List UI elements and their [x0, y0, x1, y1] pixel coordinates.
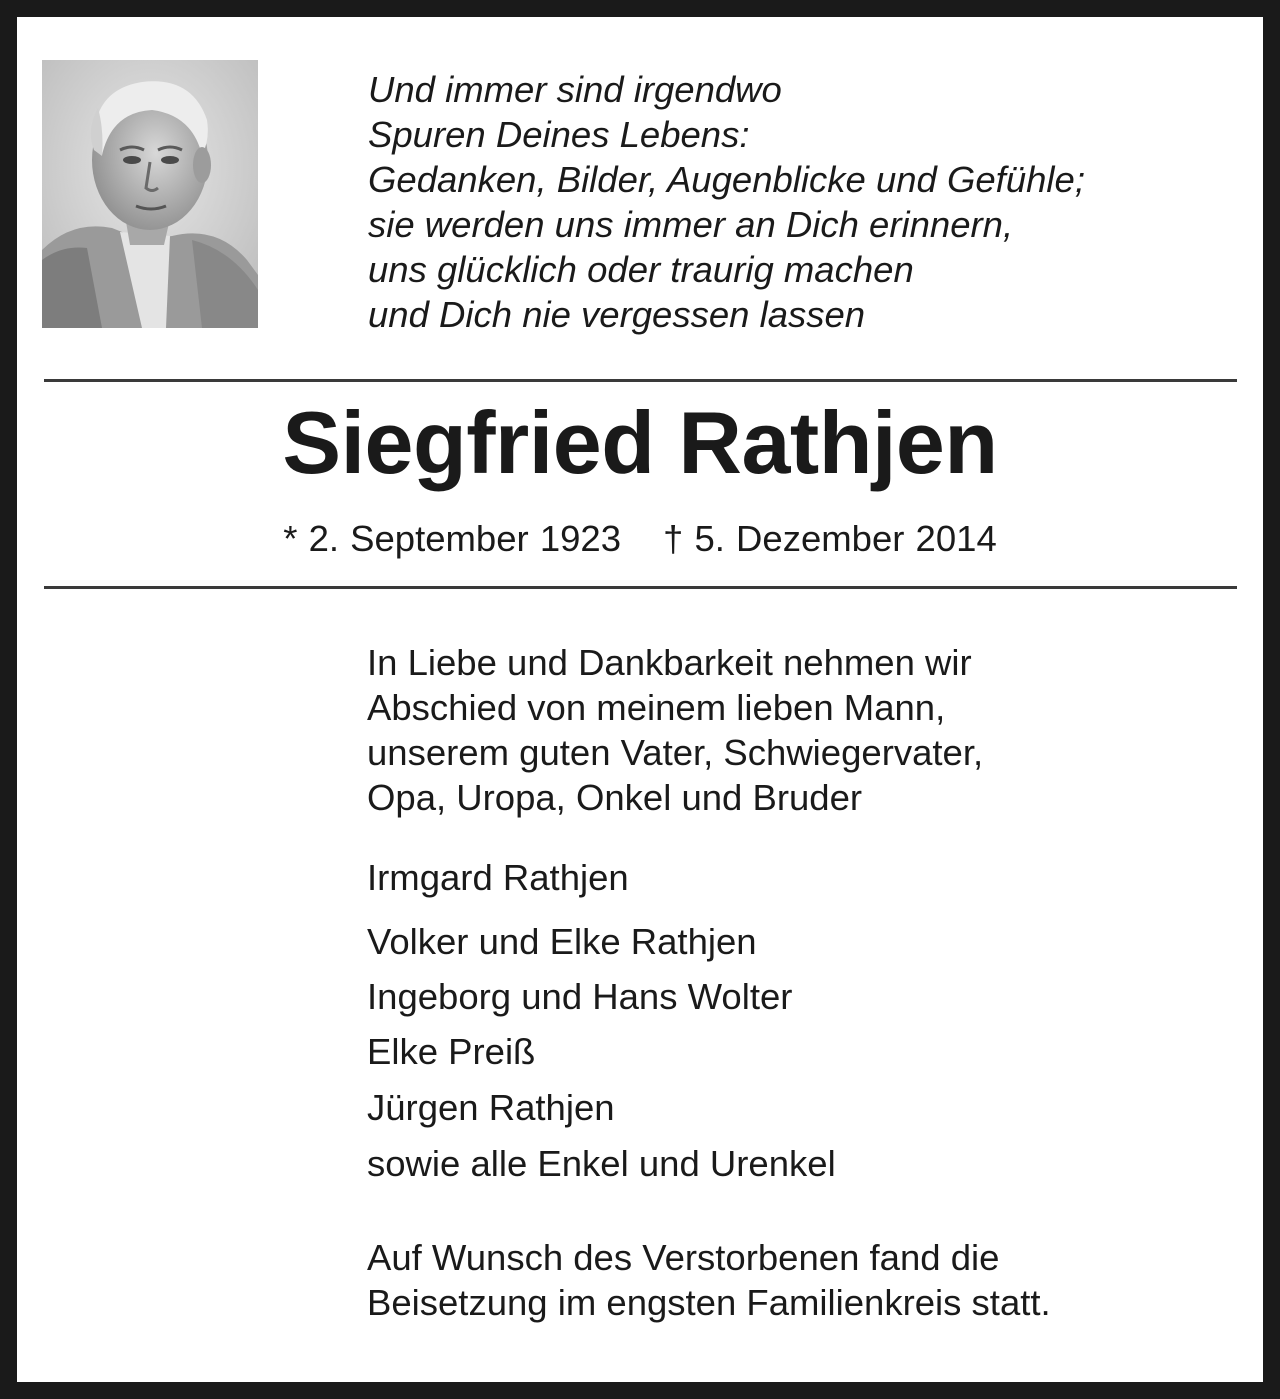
poem-line: uns glücklich oder traurig machen	[368, 249, 914, 290]
memorial-poem	[368, 67, 1248, 337]
farewell-line: unserem guten Vater, Schwiegervater,	[367, 732, 984, 773]
farewell-line: Opa, Uropa, Onkel und Bruder	[367, 777, 863, 818]
burial-note	[367, 1235, 1051, 1325]
death-date: † 5. Dezember 2014	[663, 518, 997, 559]
burial-note-line: Auf Wunsch des Verstorbenen fand die	[367, 1237, 1000, 1278]
family-member: Irmgard Rathjen	[367, 857, 629, 898]
family-member: Elke Preiß	[367, 1031, 536, 1072]
birth-date: * 2. September 1923	[283, 518, 622, 559]
family-member: sowie alle Enkel und Urenkel	[367, 1143, 836, 1184]
poem-line: sie werden uns immer an Dich erinnern,	[368, 204, 1014, 245]
family-member: Ingeborg und Hans Wolter	[367, 976, 793, 1017]
life-dates	[0, 516, 1280, 562]
poem-line: Und immer sind irgendwo	[368, 69, 782, 110]
poem-line: Spuren Deines Lebens:	[368, 114, 750, 155]
top-divider	[44, 379, 1237, 382]
farewell-line: In Liebe und Dankbarkeit nehmen wir	[367, 642, 972, 683]
farewell-text	[367, 640, 983, 820]
family-member: Jürgen Rathjen	[367, 1087, 615, 1128]
farewell-line: Abschied von meinem lieben Mann,	[367, 687, 946, 728]
poem-line: Gedanken, Bilder, Augenblicke und Gefühle;	[368, 159, 1085, 200]
bottom-divider	[44, 586, 1237, 589]
poem-line: und Dich nie vergessen lassen	[368, 294, 866, 335]
portrait-photo	[42, 60, 258, 328]
family-member: Volker und Elke Rathjen	[367, 921, 757, 962]
deceased-name: Siegfried Rathjen	[282, 393, 998, 492]
burial-note-line: Beisetzung im engsten Familienkreis statt.	[367, 1282, 1051, 1323]
portrait-illustration	[42, 60, 258, 328]
